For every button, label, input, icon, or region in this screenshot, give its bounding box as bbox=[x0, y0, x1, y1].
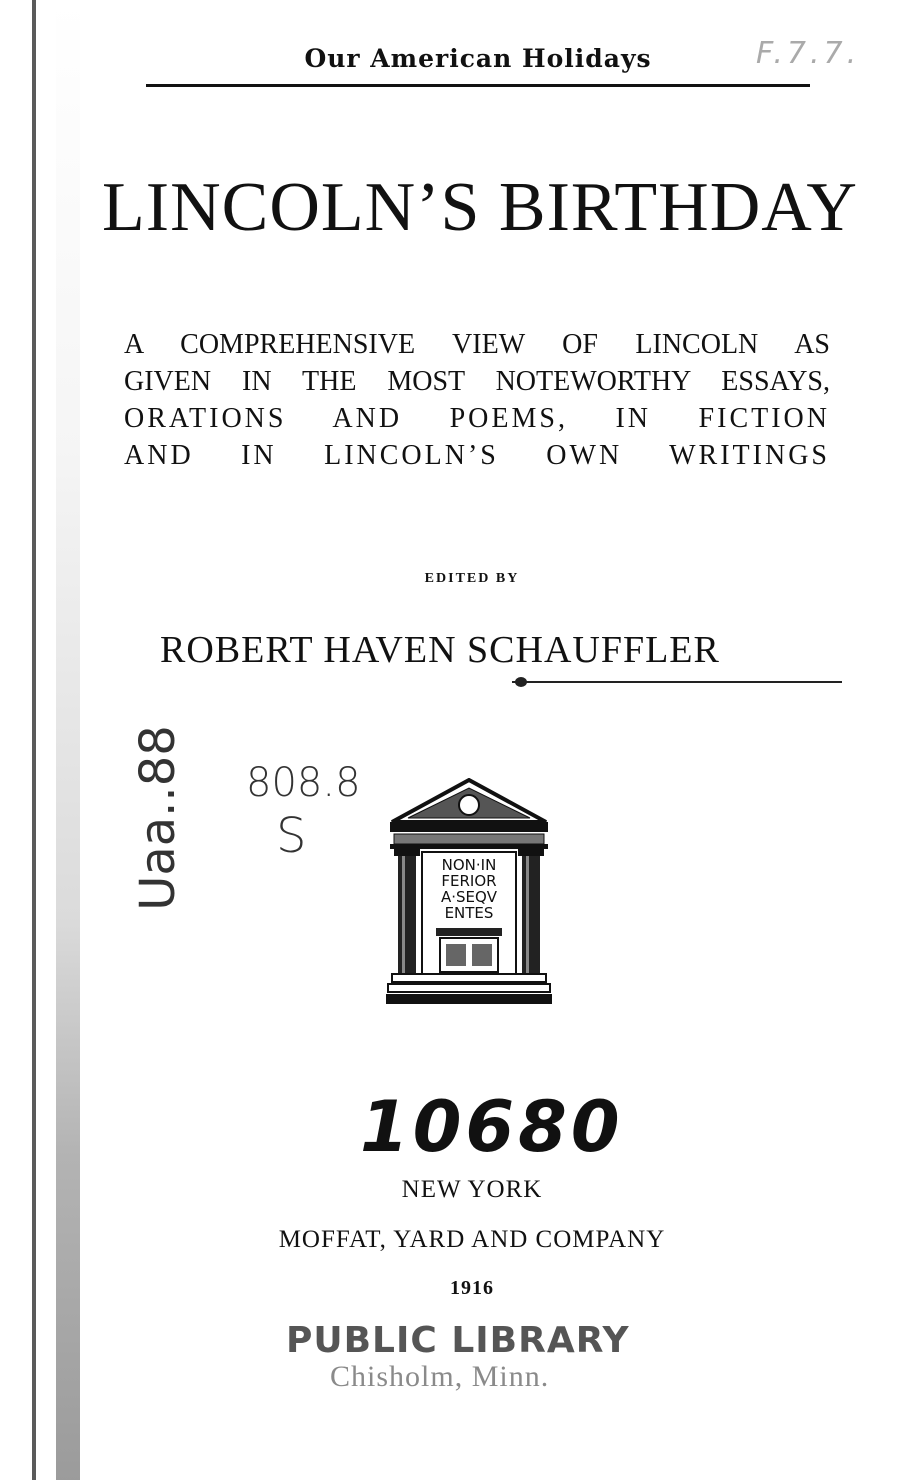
library-stamp-name: PUBLIC LIBRARY bbox=[286, 1320, 630, 1361]
motto-line: A·SEQV bbox=[440, 888, 498, 906]
handwritten-vertical-note: Uaa..88 bbox=[130, 725, 186, 911]
motto-line: NON·IN bbox=[441, 856, 497, 874]
imprint-place: NEW YORK bbox=[401, 1176, 543, 1203]
series-rule bbox=[146, 84, 810, 87]
subtitle-line: A COMPREHENSIVE VIEW OF LINCOLN AS bbox=[124, 329, 830, 360]
library-stamp-location: Chisholm, Minn. bbox=[330, 1360, 550, 1393]
ink-blot bbox=[515, 677, 527, 687]
book-title: LINCOLN’S BIRTHDAY bbox=[102, 169, 858, 246]
page-gutter-edge bbox=[32, 0, 36, 1480]
subtitle-block bbox=[124, 326, 830, 474]
subtitle-line: ORATIONS AND POEMS, IN FICTION bbox=[124, 403, 830, 434]
edited-by-label: EDITED BY bbox=[424, 571, 520, 586]
subtitle-line: GIVEN IN THE MOST NOTEWORTHY ESSAYS, bbox=[124, 366, 830, 397]
handwritten-accession-number: 10680 bbox=[360, 1086, 624, 1168]
motto-line: FERIOR bbox=[441, 872, 497, 890]
editor-name: ROBERT HAVEN SCHAUFFLER bbox=[160, 629, 720, 671]
subtitle-line: AND IN LINCOLN’S OWN WRITINGS bbox=[124, 440, 830, 471]
imprint-publisher: MOFFAT, YARD AND COMPANY bbox=[278, 1226, 666, 1253]
printers-mark-temple bbox=[386, 778, 552, 1006]
handwritten-call-number: 808.8 bbox=[246, 760, 361, 806]
pencil-mark-top: F.7.7. bbox=[756, 36, 861, 71]
printer-mark-motto bbox=[441, 856, 498, 922]
handwritten-call-letter: S bbox=[276, 808, 307, 864]
series-title: Our American Holidays bbox=[304, 44, 652, 73]
imprint-year: 1916 bbox=[450, 1277, 494, 1299]
editor-underline bbox=[512, 681, 842, 683]
motto-line: ENTES bbox=[444, 904, 494, 922]
